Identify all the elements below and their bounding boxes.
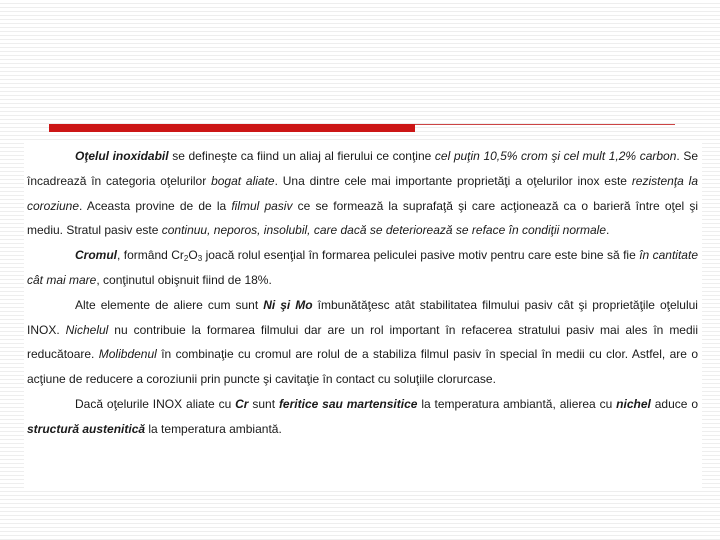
text-run: , formând Cr	[117, 248, 184, 263]
term-molybdenum: Molibdenul	[98, 347, 157, 362]
emphasis-film-properties: continuu, neporos, insolubil, care dacă se deteriorează se reface în condiţii normale	[161, 223, 606, 238]
paragraph-stainless-steel	[27, 144, 698, 243]
term-chromium: Cromul	[75, 248, 117, 263]
term-nickel-bold: nichel	[616, 396, 651, 411]
text-run: în combinaţie cu cromul are rolul de a stabiliza filmul pasiv în special în medii cu clor. Astfel, are o acţiune de reducere a coroziunii prin puncte şi cavitaţie în contact cu soluţiile clorurcase.	[27, 347, 698, 387]
subscript: 3	[197, 254, 203, 264]
text-run: . Una dintre cele mai importante proprietăţi a oţelurilor inox este	[274, 173, 632, 188]
emphasis-high-alloy: bogat aliate	[211, 173, 275, 188]
emphasis-passive-film: filmul pasiv	[231, 198, 293, 213]
emphasis-composition: cel puţin 10,5% crom şi cel mult 1,2% carbon	[434, 149, 677, 163]
text-run: aduce o	[650, 396, 698, 411]
text-run: Alte elemente de aliere cum sunt	[75, 297, 264, 312]
text-run: la temperatura ambiantă.	[145, 421, 282, 436]
text-run: joacă rolul esenţial în formarea peliculei pasive motiv pentru care este bine să fie	[202, 248, 640, 263]
text-run: O	[188, 248, 198, 263]
text-run: sunt	[248, 396, 279, 411]
paragraph-alloying-elements	[27, 293, 698, 392]
term-stainless-steel: Oţelul inoxidabil	[75, 149, 169, 163]
text-run: .	[606, 223, 610, 238]
text-run: îmbunătăţesc atât stabilitatea filmului pasiv cât şi proprietăţile oţelului INOX.	[27, 297, 698, 337]
term-ferritic-martensitic: feritice sau martensitice	[278, 396, 418, 411]
emphasis-quantity: în cantitate cât mai mare	[27, 248, 698, 287]
text-run: la temperatura ambiantă, alierea cu	[417, 396, 617, 411]
title-divider-line	[415, 124, 675, 125]
term-ni-mo: Ni şi Mo	[263, 297, 313, 312]
document-text-box	[24, 142, 702, 488]
text-run: ce se formează la suprafaţă şi care acţionează ca o barieră între oţel şi mediu. Stratul pasiv este	[27, 198, 698, 238]
term-cr: Cr	[235, 396, 249, 411]
term-nickel: Nichelul	[65, 322, 109, 337]
emphasis-corrosion-resistance: rezistenţa la coroziune	[27, 173, 698, 213]
text-run: se defineşte ca fiind un aliaj al fierului ce conţine	[168, 149, 435, 163]
text-run: , conţinutul obişnuit fiind de 18%.	[96, 272, 272, 287]
paragraph-austenitic-structure	[27, 392, 698, 442]
text-run: Dacă oţelurile INOX aliate cu	[75, 396, 236, 411]
title-accent-bar	[49, 124, 415, 132]
paragraph-chromium	[27, 243, 698, 293]
term-austenitic-structure: structură austenitică	[27, 421, 146, 436]
text-run: . Aceasta provine de de la	[79, 198, 232, 213]
text-run: nu contribuie la formarea filmului dar are un rol important în refacerea stratului pasiv mai ales în medii reducătoare.	[27, 322, 698, 362]
text-run: . Se încadrează în categoria oţelurilor	[27, 149, 698, 188]
subscript: 2	[183, 254, 189, 264]
